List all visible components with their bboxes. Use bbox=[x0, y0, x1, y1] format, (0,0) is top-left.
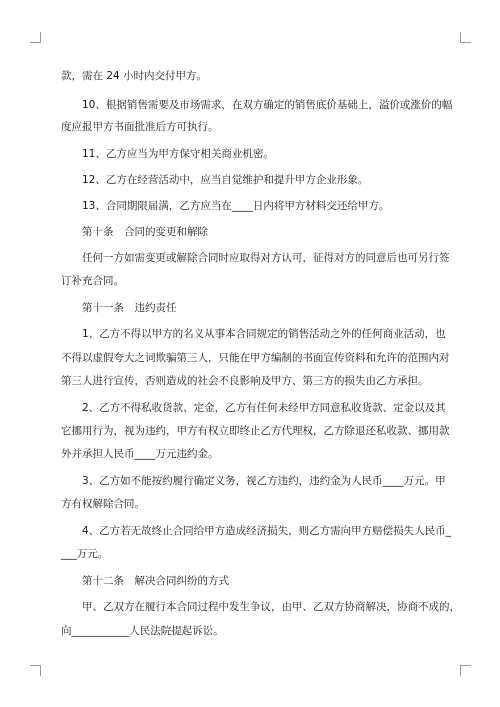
text-line: ___万元。 bbox=[61, 548, 109, 560]
text-line: 甲、乙双方在履行本合同过程中发生争议，由甲、乙双方协商解决，协商不成的， bbox=[82, 601, 460, 613]
page-corner-mark-top-right bbox=[460, 32, 471, 43]
text-line: 它挪用行为，视为违约，甲方有权立即终止乙方代理权，乙方除退还私收款、挪用款 bbox=[61, 425, 450, 437]
text-line: 款，需在 24 小时内交付甲方。 bbox=[61, 70, 208, 82]
page-corner-mark-bottom-left bbox=[30, 665, 41, 676]
text-line: 外并承担人民币____万元违约金。 bbox=[61, 448, 219, 460]
page-corner-mark-bottom-right bbox=[460, 665, 471, 676]
text-line: 11、乙方应当为甲方保守相关商业机密。 bbox=[82, 148, 274, 160]
text-line: 13、合同期限届满，乙方应当在____日内将甲方材料交还给甲方。 bbox=[82, 200, 390, 212]
text-line: 10、根据销售需要及市场需求，在双方确定的销售底价基础上，溢价或涨价的幅 bbox=[82, 99, 453, 111]
text-line: 度应报甲方书面批准后方可执行。 bbox=[61, 121, 219, 133]
text-line: 不得以虚假夸大之词欺骗第三人，只能在甲方编制的书面宣传资料和允许的范围内对 bbox=[61, 352, 450, 364]
text-line: 4、乙方若无故终止合同给甲方造成经济损失，则乙方需向甲方赔偿损失人民币_ bbox=[82, 525, 451, 537]
section-heading: 第十条 合同的变更和解除 bbox=[82, 226, 208, 238]
section-heading: 第十一条 违约责任 bbox=[82, 302, 177, 314]
text-line: 任何一方如需变更或解除合同时应取得对方认可，征得对方的同意后也可另行签 bbox=[82, 252, 450, 264]
text-line: 向___________人民法院提起诉讼。 bbox=[61, 625, 224, 637]
text-line: 2、乙方不得私收货款、定金，乙方有任何未经甲方同意私收货款、定金以及其 bbox=[82, 402, 446, 414]
text-line: 1、乙方不得以甲方的名义从事本合同规定的销售活动之外的任何商业活动，也 bbox=[82, 328, 446, 340]
text-line: 订补充合同。 bbox=[61, 275, 124, 287]
section-heading: 第十二条 解决合同纠纷的方式 bbox=[82, 575, 229, 587]
text-line: 12、乙方在经营活动中，应当自觉维护和提升甲方企业形象。 bbox=[82, 174, 369, 186]
text-line: 第三人进行宣传，否则造成的社会不良影响及甲方、第三方的损失由乙方承担。 bbox=[61, 375, 429, 387]
text-line: 3、乙方如不能按约履行确定义务，视乙方违约，违约金为人民币____万元。甲 bbox=[82, 475, 446, 487]
page-corner-mark-top-left bbox=[30, 32, 41, 43]
text-line: 方有权解除合同。 bbox=[61, 498, 145, 510]
